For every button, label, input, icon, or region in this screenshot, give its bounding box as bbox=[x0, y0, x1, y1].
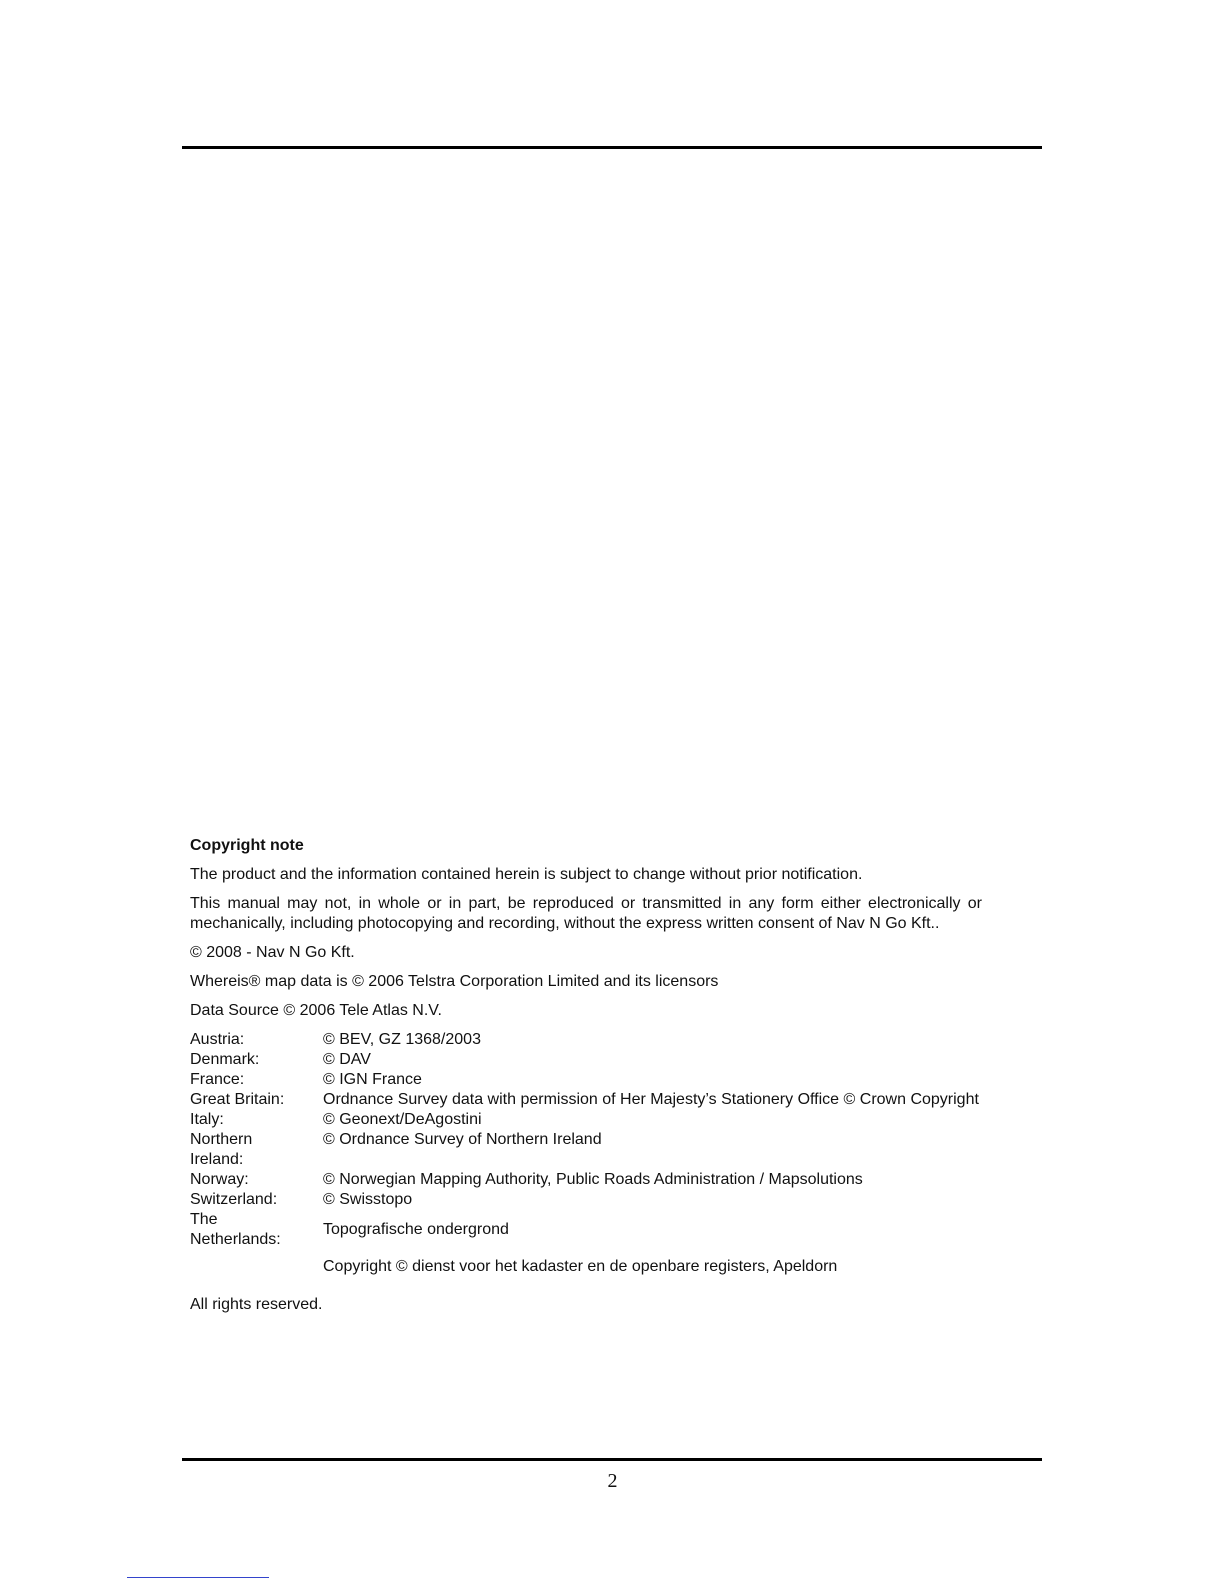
credit-notice: © BEV, GZ 1368/2003 bbox=[323, 1031, 481, 1048]
copyright-section bbox=[190, 836, 982, 1315]
credit-notice: © Norwegian Mapping Authority, Public Roads Administration / Mapsolutions bbox=[323, 1171, 863, 1188]
credit-notice: © Swisstopo bbox=[323, 1191, 413, 1208]
credit-country: France: bbox=[190, 1071, 245, 1088]
credit-country: Austria: bbox=[190, 1031, 245, 1048]
country-credits-list bbox=[190, 1030, 982, 1250]
credit-country: Great Britain: bbox=[190, 1091, 285, 1108]
page-number: 2 bbox=[607, 1470, 618, 1492]
footer-rule bbox=[182, 1458, 1042, 1461]
whereis-copyright: Whereis® map data is © 2006 Telstra Corporation Limited and its licensors bbox=[190, 973, 719, 990]
credit-notice: © Geonext/DeAgostini bbox=[323, 1111, 482, 1128]
credit-country: The Netherlands: bbox=[190, 1211, 281, 1248]
credit-country: Northern Ireland: bbox=[190, 1131, 253, 1168]
reproduction-notice: This manual may not, in whole or in part, be reproduced or transmitted in any form either electronically or mechanically, including photocopying and recording, without the express written consent of Nav N Go Kft.. bbox=[190, 895, 982, 932]
copyright-heading: Copyright note bbox=[190, 837, 304, 854]
credit-notice: Ordnance Survey data with permission of Her Majesty’s Stationery Office © Crown Copyright bbox=[323, 1091, 979, 1108]
credit-country: Switzerland: bbox=[190, 1191, 278, 1208]
change-notice: The product and the information contained herein is subject to change without prior notification. bbox=[190, 866, 863, 883]
credit-country: Italy: bbox=[190, 1111, 224, 1128]
footer-link-underline bbox=[127, 1577, 269, 1578]
credit-notice: © DAV bbox=[323, 1051, 371, 1068]
credit-country: Norway: bbox=[190, 1171, 249, 1188]
teleatlas-copyright: Data Source © 2006 Tele Atlas N.V. bbox=[190, 1002, 442, 1019]
credit-notice: © IGN France bbox=[323, 1071, 422, 1088]
navngo-copyright: © 2008 - Nav N Go Kft. bbox=[190, 944, 355, 961]
credit-notice: © Ordnance Survey of Northern Ireland bbox=[323, 1131, 602, 1148]
credit-notice: Topografische ondergrond bbox=[323, 1221, 509, 1238]
header-rule bbox=[182, 146, 1042, 149]
credit-country: Denmark: bbox=[190, 1051, 260, 1068]
kadaster-copyright: Copyright © dienst voor het kadaster en de openbare registers, Apeldorn bbox=[323, 1258, 838, 1275]
all-rights-reserved: All rights reserved. bbox=[190, 1296, 323, 1313]
